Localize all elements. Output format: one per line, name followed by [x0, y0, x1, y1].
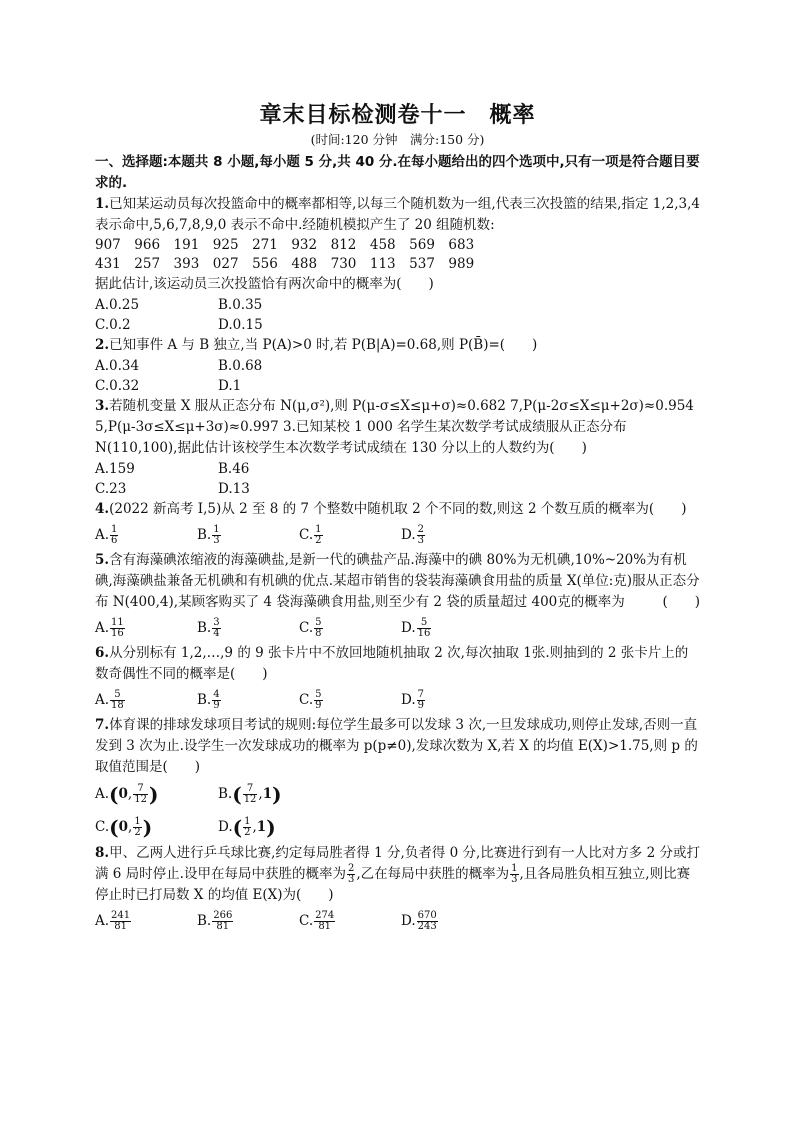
- options: [95, 685, 700, 715]
- option-d: D.0.15: [218, 317, 263, 333]
- question-text: 甲、乙两人进行乒乓球比赛,约定每局胜者得 1 分,负者得 0 分,比赛进行到有一人比对方多 2 分或打满 6 局时停止.设甲在每局中获胜的概率为: [95, 845, 700, 882]
- option-b: B. $\frac{266}{81}$: [197, 910, 233, 932]
- question-8: [95, 843, 700, 906]
- question-text-cont: ,乙在每局中获胜的概率为: [356, 866, 510, 882]
- question-number: 2.: [95, 337, 110, 353]
- question-text: 已知某运动员每次投篮命中的概率都相等,以每三个随机数为一组,代表三次投篮的结果,指定 1,2,3,4 表示命中,5,6,7,8,9,0 表示不命中.经随机模拟产生了 20 组随机数:: [95, 196, 700, 233]
- question-number: 7.: [95, 717, 110, 733]
- option-d: D.13: [218, 481, 250, 497]
- option-c: C.(0, $\frac{1}{2}$ ): [95, 815, 153, 839]
- option-c: C.23: [95, 481, 127, 497]
- question-number: 1.: [95, 196, 110, 212]
- option-a: A.(0, $\frac{7}{12}$ ): [95, 782, 159, 807]
- options: [95, 906, 700, 936]
- question-7: [95, 715, 700, 778]
- options-row-1: [95, 778, 700, 811]
- exam-page: [95, 98, 700, 936]
- option-a: A. $\frac{11}{16}$: [95, 617, 124, 639]
- question-5: [95, 550, 700, 613]
- question-text: 体育课的排球发球项目考试的规则:每位学生最多可以发球 3 次,一旦发球成功,则停止发球,否则一直发到 3 次为止.设学生一次发球成功的概率为 p(p≠0),发球次数为 X,若 X 的均值 E(X)>1.75,则 p 的取值范围是( ): [95, 717, 698, 775]
- option-b: B. $\frac{1}{3}$: [197, 524, 220, 546]
- page-subtitle: (时间:120 分钟 满分:150 分): [310, 132, 485, 147]
- question-text: 已知事件 A 与 B 独立,当 P(A)>0 时,若 P(B|A)=0.68,则 P(B̄)=( ): [109, 337, 538, 353]
- answer-paren: ( ): [662, 594, 700, 610]
- question-number: 3.: [95, 398, 110, 414]
- option-c: C. $\frac{274}{81}$: [299, 910, 335, 932]
- question-number: 6.: [95, 645, 110, 661]
- fraction: $\frac{1}{3}$: [511, 863, 518, 885]
- question-2: [95, 335, 700, 356]
- options-row-2: [95, 811, 700, 844]
- option-d: D.1: [218, 378, 242, 394]
- option-a: A. $\frac{1}{6}$: [95, 524, 118, 546]
- option-a: A. $\frac{5}{18}$: [95, 689, 124, 711]
- question-6: [95, 643, 700, 685]
- option-c: C. $\frac{5}{9}$: [299, 689, 322, 711]
- question-text: 从分别标有 1,2,…,9 的 9 张卡片中不放回地随机抽取 2 次,每次抽取 1张.则抽到的 2 张卡片上的数奇偶性不同的概率是( ): [95, 645, 689, 682]
- options: [95, 613, 700, 643]
- option-a: A.0.34: [95, 358, 140, 374]
- option-d: D. $\frac{670}{243}$: [401, 910, 437, 932]
- option-b: B. $\frac{4}{9}$: [197, 689, 220, 711]
- options: [95, 520, 700, 550]
- question-text: 若随机变量 X 服从正态分布 N(μ,σ²),则 P(μ-σ≤X≤μ+σ)≈0.682 7,P(μ-2σ≤X≤μ+2σ)≈0.954 5,P(μ-3σ≤X≤μ+3σ)≈0.997 3.已知某校 1 000 名学生某次数学考试成绩服从正态分布 N(110,100),据此估计该校学生本次数学考试成绩在 130 分以上的人数约为( ): [95, 398, 694, 456]
- question-number: 4.: [95, 501, 110, 517]
- option-d: D. $\frac{5}{16}$: [401, 617, 431, 639]
- option-a: A.0.25: [95, 297, 140, 313]
- option-b: B.0.68: [218, 358, 263, 374]
- option-a: A.159: [95, 461, 135, 477]
- question-1: [95, 194, 700, 236]
- page-title: 章末目标检测卷十一 概率: [259, 103, 536, 128]
- option-d: D. $\frac{2}{3}$: [401, 524, 425, 546]
- option-d: D.( $\frac{1}{2}$ ,1): [218, 815, 276, 839]
- option-d: D. $\frac{7}{9}$: [401, 689, 425, 711]
- question-number: 5.: [95, 552, 110, 568]
- option-b: B.0.35: [218, 297, 263, 313]
- option-b: B.( $\frac{7}{12}$ ,1): [218, 782, 282, 807]
- random-numbers-row-2: 431 257 393 027 556 488 730 113 537 989: [95, 256, 475, 272]
- option-a: A. $\frac{241}{81}$: [95, 910, 131, 932]
- question-text: (2022 新高考 Ⅰ,5)从 2 至 8 的 7 个整数中随机取 2 个不同的数,则这 2 个数互质的概率为( ): [109, 501, 687, 517]
- fraction: $\frac{2}{3}$: [347, 863, 355, 885]
- options: [95, 295, 700, 335]
- option-c: C.0.2: [95, 317, 131, 333]
- question-3: [95, 396, 700, 459]
- question-text-cont: ,且各局胜负相互独立,则比赛停止时已打局数 X 的均值 E(X)为( ): [95, 866, 691, 903]
- question-text: 含有海藻碘浓缩液的海藻碘盐,是新一代的碘盐产品.海藻中的碘 80%为无机碘,10%~20%为有机碘,海藻碘盐兼备无机碘和有机碘的优点.某超市销售的袋装海藻碘食用盐的质量 X(单位:克)服从正态分布 N(400,4),某顾客购买了 4 袋海藻碘食用盐,则至少有 2 袋的质量超过 400克的概率为: [95, 552, 700, 610]
- options: [95, 356, 700, 396]
- options: [95, 459, 700, 499]
- option-b: B. $\frac{3}{4}$: [197, 617, 220, 639]
- option-b: B.46: [218, 461, 250, 477]
- option-c: C. $\frac{5}{8}$: [299, 617, 322, 639]
- option-c: C. $\frac{1}{2}$: [299, 524, 322, 546]
- question-text-cont: 据此估计,该运动员三次投篮恰有两次命中的概率为( ): [95, 276, 434, 292]
- random-numbers-row-1: 907 966 191 925 271 932 812 458 569 683: [95, 237, 475, 253]
- question-number: 8.: [95, 845, 110, 861]
- section-heading: 一、选择题:本题共 8 小题,每小题 5 分,共 40 分.在每小题给出的四个选项中,只有一项是符合题目要求的.: [95, 154, 700, 191]
- question-4: [95, 499, 700, 520]
- option-c: C.0.32: [95, 378, 140, 394]
